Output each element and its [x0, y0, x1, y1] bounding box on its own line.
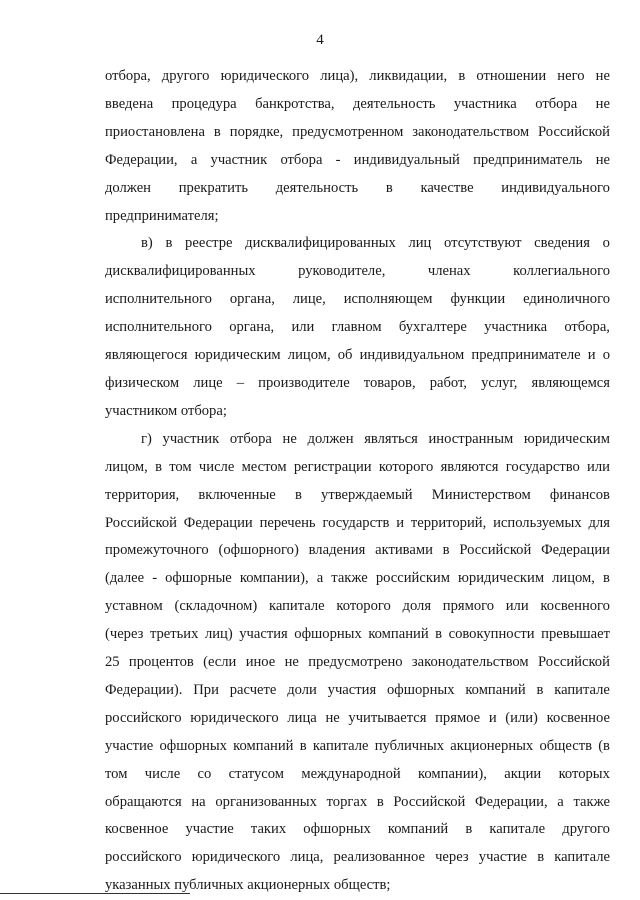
text-line: промежуточного (офшорного) владения активами в Российской Федерации [105, 542, 610, 559]
text-line: территория, включенные в утверждаемый Министерством финансов [105, 486, 610, 503]
text-line: Федерации). При расчете доли участия офшорных компаний в капитале [105, 681, 610, 698]
text-line: косвенное участие таких офшорных компаний в капитале другого [105, 821, 610, 838]
text-line: приостановлена в порядке, предусмотренном законодательством Российской [105, 123, 610, 140]
text-line: Федерации, а участник отбора - индивидуальный предприниматель не [105, 151, 610, 168]
text-line: отбора, другого юридического лица), ликвидации, в отношении него не [105, 68, 610, 84]
text-line: участие офшорных компаний в капитале публичных акционерных обществ (в [105, 737, 610, 754]
text-line: физическом лице – производителе товаров, работ, услуг, являющемся [105, 374, 610, 391]
page-number: 4 [316, 32, 324, 48]
text-line: в) в реестре дисквалифицированных лиц отсутствуют сведения о [141, 235, 610, 252]
text-line: уставном (складочном) капитале которого доля прямого или косвенного [105, 598, 610, 615]
text-line: (через третьих лиц) участия офшорных компаний в совокупности превышает [105, 626, 610, 643]
text-line: (далее - офшорные компании), а также российским юридическим лицом, в [105, 570, 610, 587]
paragraph-v [105, 230, 610, 425]
text-line: лицом, в том числе местом регистрации которого являются государство или [105, 458, 610, 475]
text-line: том числе со статусом международной компании), акции которых [105, 765, 610, 782]
text-line: исполнительного органа, или главном бухгалтере участника отбора, [105, 319, 610, 336]
text-line: обращаются на организованных торгах в Российской Федерации, а также [105, 793, 610, 810]
text-line: 25 процентов (если иное не предусмотрено законодательством Российской [105, 654, 610, 671]
text-line: российского юридического лица не учитывается прямое и (или) косвенное [105, 709, 610, 726]
paragraph-g [105, 426, 610, 900]
text-line: российского юридического лица, реализованное через участие в капитале [105, 849, 610, 866]
text-line: исполнительного органа, лице, исполняющем функции единоличного [105, 291, 610, 308]
text-line: должен прекратить деятельность в качестве индивидуального [105, 179, 610, 196]
text-line: Российской Федерации перечень государств и территорий, используемых для [105, 514, 610, 531]
text-line: являющегося юридическим лицом, об индивидуальном предпринимателе и о [105, 347, 610, 364]
footer-rule [0, 893, 190, 894]
document-body [105, 63, 610, 900]
text-line: введена процедура банкротства, деятельность участника отбора не [105, 95, 610, 112]
text-line: указанных публичных акционерных обществ; [105, 877, 391, 894]
text-line: участником отбора; [105, 402, 227, 419]
paragraph-b-continuation [105, 63, 610, 230]
text-line: предпринимателя; [105, 207, 219, 224]
text-line: дисквалифицированных руководителе, членах коллегиального [105, 263, 610, 280]
text-line: г) участник отбора не должен являться иностранным юридическим [141, 430, 610, 447]
